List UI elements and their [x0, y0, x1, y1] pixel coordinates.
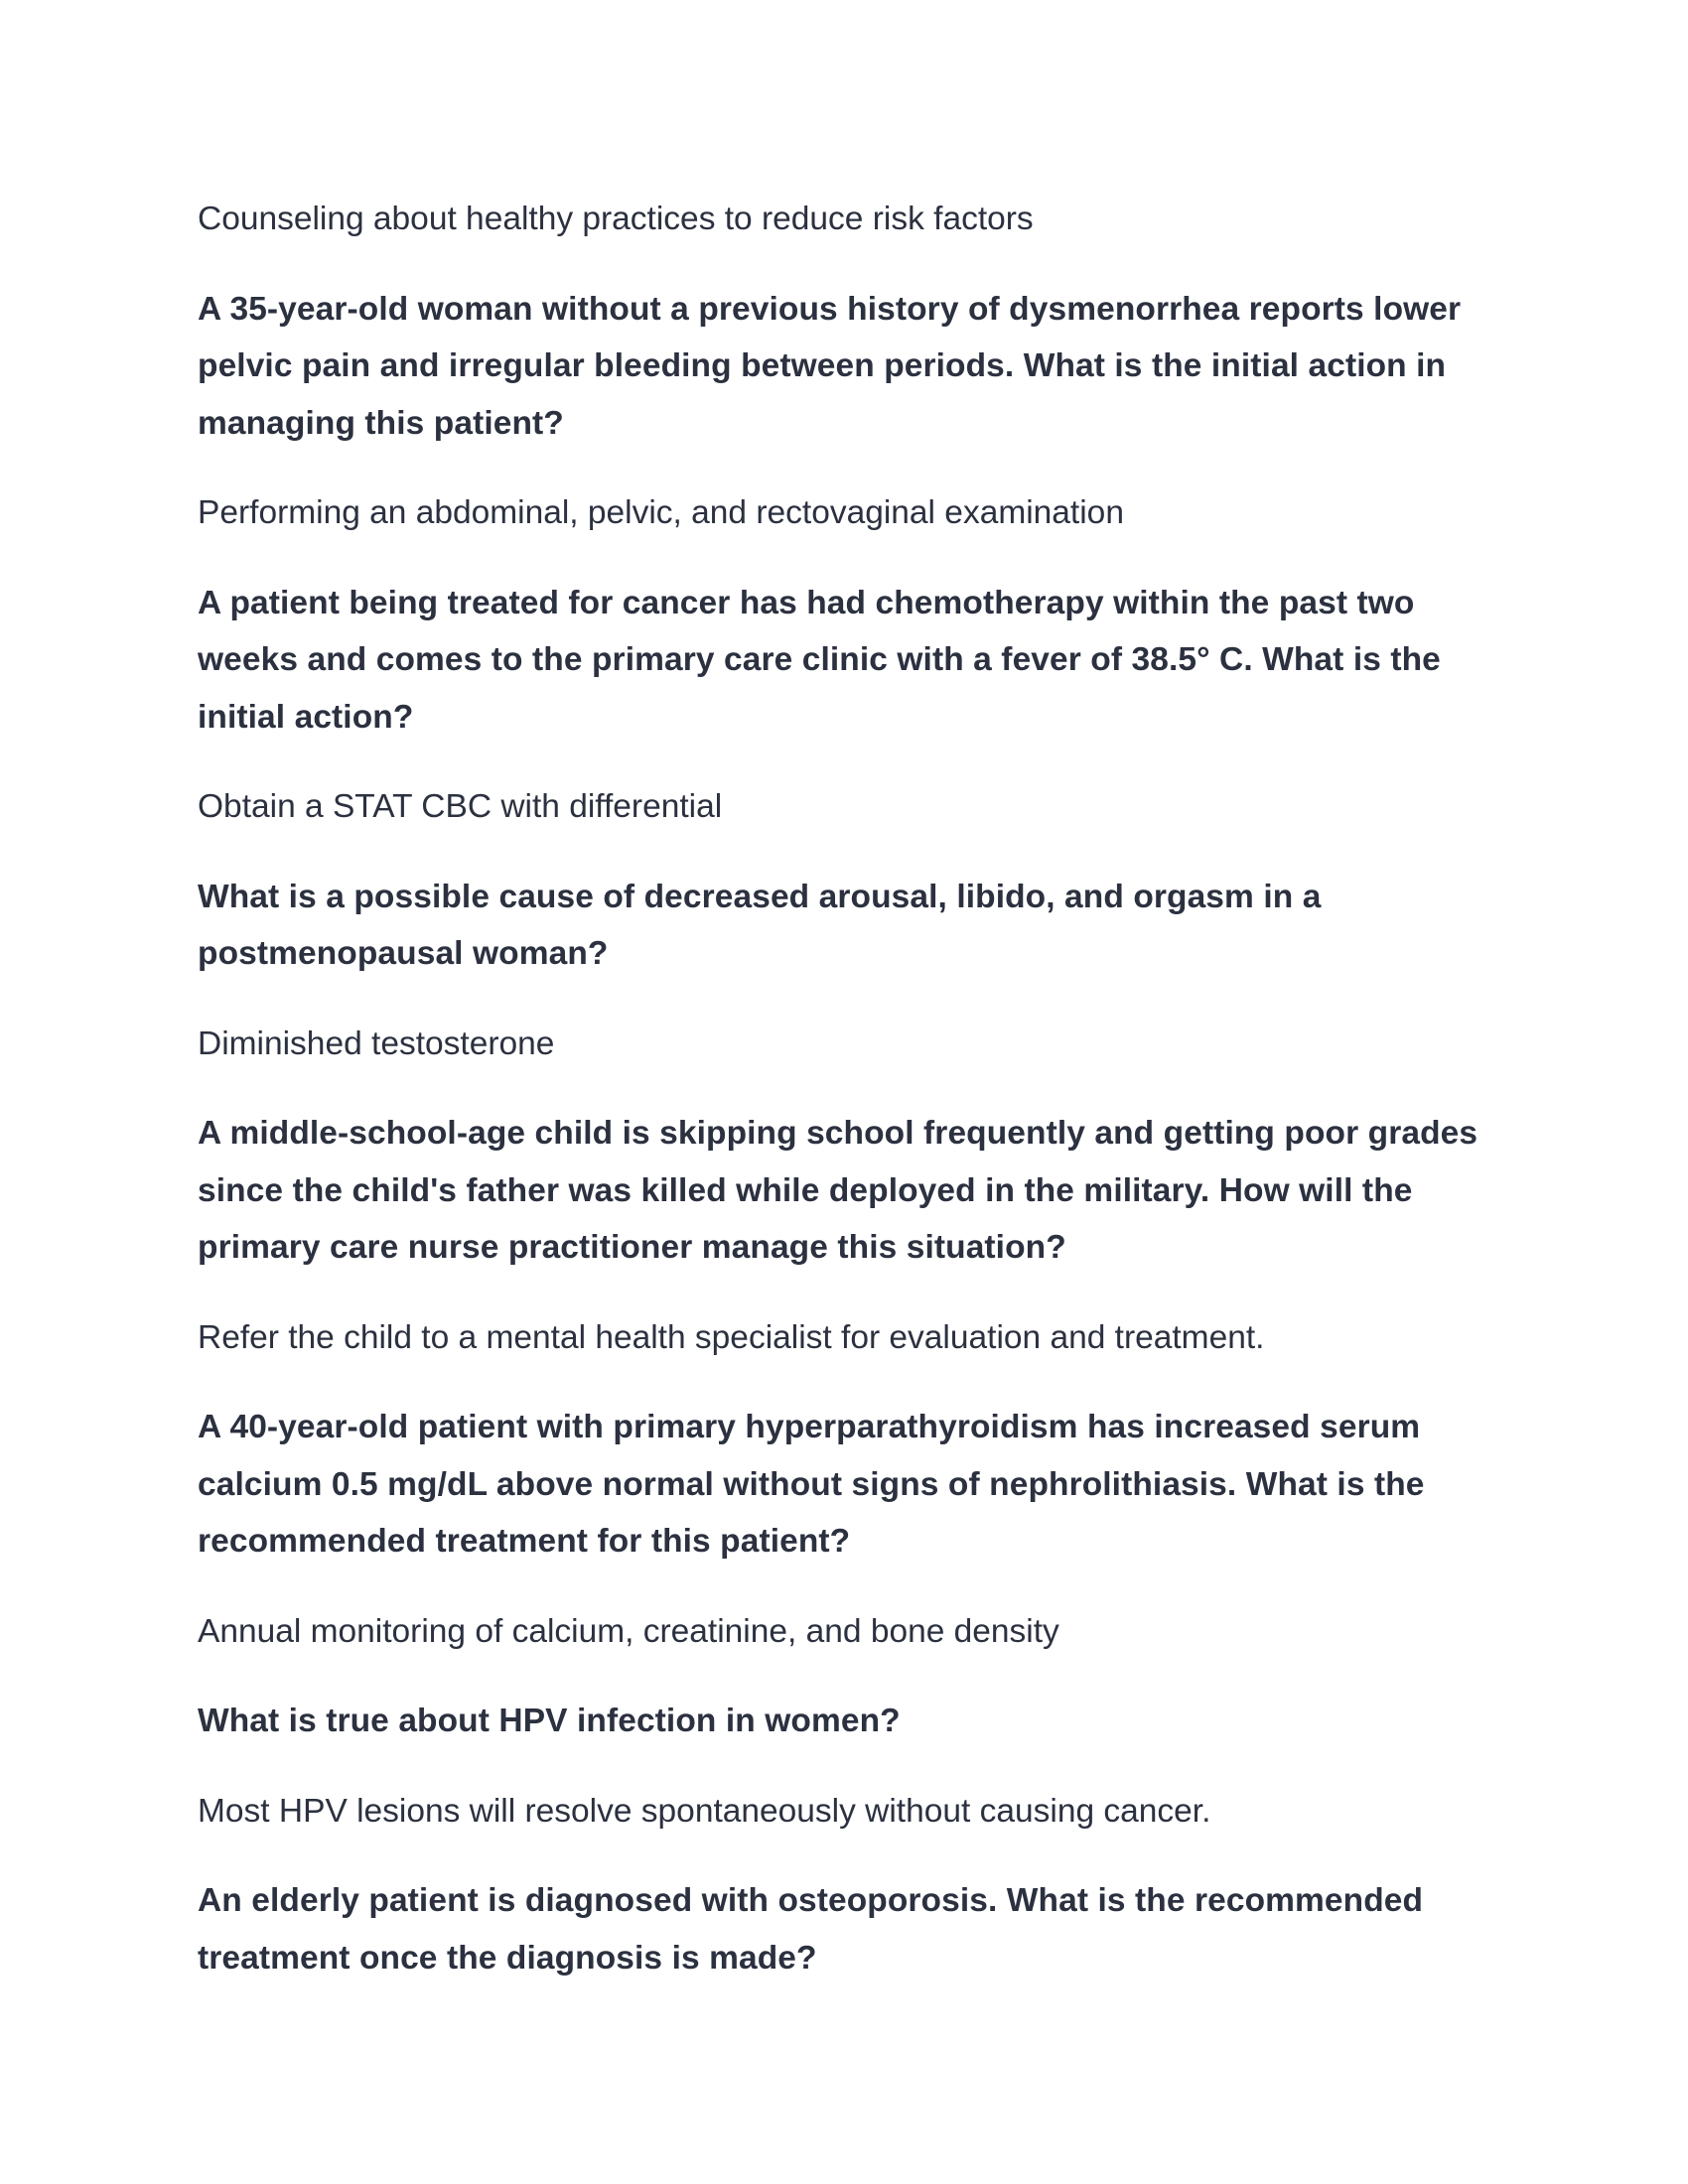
question-text: A 35-year-old woman without a previous history of dysmenorrhea reports lower pelvic pain and irregular bleeding between periods. What is the initial action in managing this patient?	[198, 290, 1462, 442]
answer-text: Counseling about healthy practices to reduce risk factors	[198, 201, 1034, 237]
answer-text: Diminished testosterone	[198, 1024, 555, 1062]
question-text: A middle-school-age child is skipping school frequently and getting poor grades since the child's father was killed while deployed in the military. How will the primary care nurse practitioner manage this situation?	[198, 1115, 1478, 1266]
question-text: What is true about HPV infection in women?	[198, 1703, 901, 1739]
answer-text: Annual monitoring of calcium, creatinine, and bone density	[198, 1612, 1059, 1650]
qa-content	[198, 191, 1478, 2019]
answer-text: Most HPV lesions will resolve spontaneously without causing cancer.	[198, 1792, 1211, 1830]
answer-text: Refer the child to a mental health specialist for evaluation and treatment.	[198, 1318, 1265, 1356]
question-text: A 40-year-old patient with primary hyperparathyroidism has increased serum calcium 0.5 mg/dL above normal without signs of nephrolithiasis. What is the recommended treatment for this patient?	[198, 1409, 1425, 1560]
answer-text: Obtain a STAT CBC with differential	[198, 788, 723, 825]
answer-text: Performing an abdominal, pelvic, and rectovaginal examination	[198, 494, 1124, 531]
question-text: A patient being treated for cancer has had chemotherapy within the past two weeks and comes to the primary care clinic with a fever of 38.5° C. What is the initial action?	[198, 584, 1441, 736]
question-text: What is a possible cause of decreased arousal, libido, and orgasm in a postmenopausal woman?	[198, 878, 1322, 972]
question-text: An elderly patient is diagnosed with osteoporosis. What is the recommended treatment once the diagnosis is made?	[198, 1882, 1424, 1977]
